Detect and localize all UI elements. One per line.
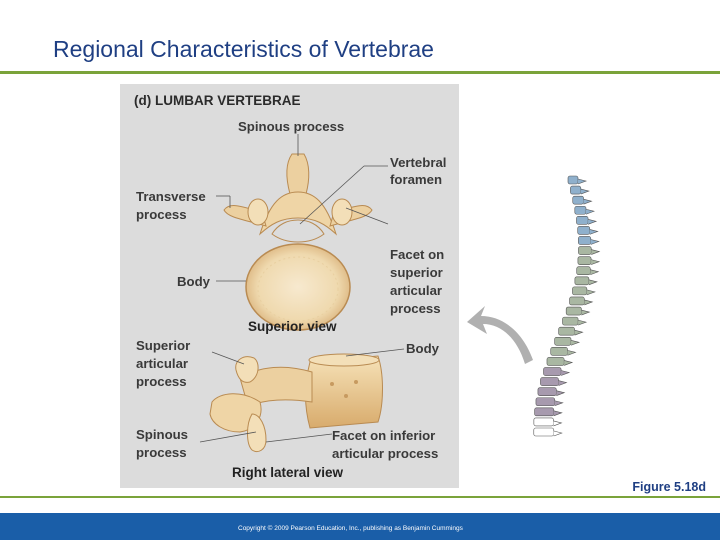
title-divider <box>0 71 720 74</box>
spine-vertebra <box>566 307 581 315</box>
spine-process <box>564 360 572 365</box>
spine-process <box>581 310 589 315</box>
spine-vertebra <box>551 347 568 355</box>
curved-arrow-icon <box>467 306 533 364</box>
label-spinous-process: Spinous process <box>238 119 345 134</box>
spine-process <box>588 219 596 224</box>
panel-heading <box>134 93 301 108</box>
label-facet-superior-line3: articular <box>390 283 443 298</box>
label-body-superior: Body <box>177 274 210 289</box>
spine-process <box>584 300 592 305</box>
figure-number: Figure 5.18d <box>632 480 706 494</box>
spine-process <box>578 179 586 184</box>
label-superior-articular-line3: process <box>136 374 187 389</box>
label-spinous-process-lateral-line1: Spinous <box>136 427 189 442</box>
spine-vertebra <box>575 206 586 214</box>
spine-process <box>571 340 579 345</box>
caption-superior-view: Superior view <box>248 319 337 334</box>
spine-process <box>553 421 561 426</box>
spine-process <box>578 320 586 325</box>
spine-vertebra <box>575 277 589 285</box>
spine-process <box>555 401 563 406</box>
spine-vertebra <box>540 378 558 386</box>
spine-process <box>591 250 599 255</box>
label-superior-articular-line2: articular <box>136 356 189 371</box>
spine-vertebra <box>568 176 578 184</box>
spine-process <box>556 391 564 396</box>
spine-vertebra <box>544 368 562 376</box>
panel-letter: (d) <box>134 93 152 108</box>
spine-process <box>586 209 594 214</box>
spine-vertebra <box>534 418 554 426</box>
label-facet-superior-line2: superior <box>390 265 443 280</box>
spine-vertebra <box>577 267 591 275</box>
label-facet-inferior-line1: Facet on inferior <box>332 428 436 443</box>
spine-process <box>575 330 583 335</box>
spine-process <box>591 260 599 265</box>
spine-vertebra <box>555 337 571 345</box>
spine-vertebra <box>536 398 555 406</box>
spine-vertebra <box>578 226 590 234</box>
vertebral-column-illustration <box>465 170 615 445</box>
spine-process <box>584 199 592 204</box>
label-vertebral-foramen-line2: foramen <box>390 172 443 187</box>
spine-vertebra <box>538 388 556 396</box>
label-spinous-process-lateral-line2: process <box>136 445 187 460</box>
label-transverse-process-line1: Transverse <box>136 189 206 204</box>
spine-process <box>587 290 595 295</box>
label-facet-superior-line1: Facet on <box>390 247 445 262</box>
spine-vertebra <box>573 196 584 204</box>
spine-vertebra <box>572 287 586 295</box>
spine-vertebra <box>578 247 591 255</box>
spine-process <box>590 229 598 234</box>
lumbar-vertebrae-figure <box>120 84 459 488</box>
label-transverse-process-line2: process <box>136 207 187 222</box>
footer-divider <box>0 496 720 498</box>
spine-process <box>558 381 566 386</box>
label-facet-inferior-line2: articular process <box>332 446 439 461</box>
spine-process <box>590 270 598 275</box>
spine-process <box>561 371 569 376</box>
spine-process <box>568 350 576 355</box>
spine-process <box>589 280 597 285</box>
spine-vertebra <box>559 327 575 335</box>
spine-vertebra <box>562 317 578 325</box>
spine-vertebra <box>578 236 590 244</box>
spine-column <box>534 176 599 436</box>
slide-title: Regional Characteristics of Vertebrae <box>53 36 434 62</box>
spine-vertebra <box>570 186 580 194</box>
spine-process <box>554 411 562 416</box>
spine-process <box>581 189 589 194</box>
spine-vertebra <box>535 408 554 416</box>
label-body-lateral: Body <box>406 341 439 356</box>
spine-process <box>591 239 599 244</box>
spine-vertebra <box>534 428 554 436</box>
label-facet-superior-line4: process <box>390 301 441 316</box>
caption-right-lateral-view: Right lateral view <box>232 465 344 480</box>
label-vertebral-foramen-line1: Vertebral <box>390 155 447 170</box>
spine-process <box>554 431 562 436</box>
spine-vertebra <box>578 257 591 265</box>
label-superior-articular-line1: Superior <box>136 338 191 353</box>
spine-vertebra <box>576 216 588 224</box>
spine-vertebra <box>570 297 585 305</box>
superior-view-vertebra <box>224 154 372 330</box>
spine-vertebra <box>547 357 564 365</box>
copyright-text: Copyright © 2009 Pearson Education, Inc., publishing as Benjamin Cummings <box>238 525 463 532</box>
panel-title: LUMBAR VERTEBRAE <box>155 93 301 108</box>
